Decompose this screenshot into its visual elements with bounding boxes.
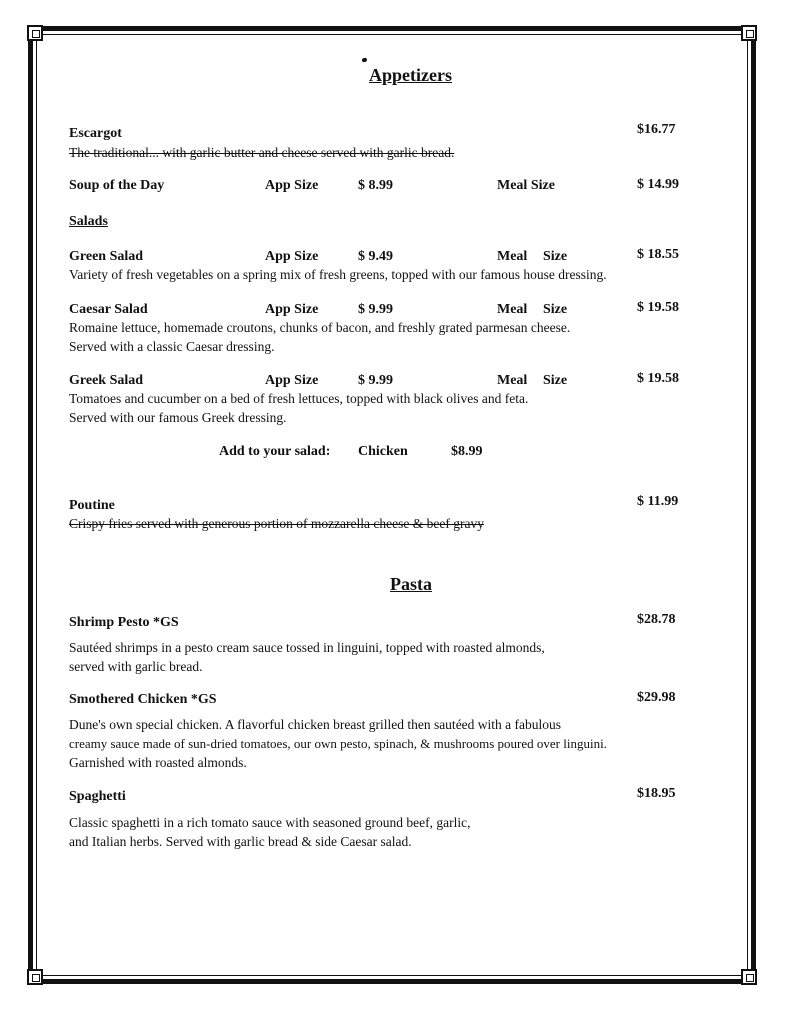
- greek-salad-description: [69, 389, 528, 427]
- green-salad-meal-label: Meal: [497, 249, 528, 264]
- greek-salad-meal-price: $ 19.58: [637, 371, 679, 386]
- caesar-salad-name: Caesar Salad: [69, 302, 148, 317]
- salad-addon-price: $8.99: [451, 444, 483, 459]
- smothered-chicken-name: Smothered Chicken *GS: [69, 692, 217, 707]
- caesar-salad-description-line-1: Romaine lettuce, homemade croutons, chunks of bacon, and freshly grated parmesan cheese.: [69, 320, 571, 335]
- caesar-salad-description: [69, 318, 570, 356]
- poutine-description: Crispy fries served with generous portion of mozzarella cheese & beef gravy: [69, 516, 484, 531]
- corner-ornament-top-right: [741, 25, 757, 41]
- smothered-chicken-price: $29.98: [637, 690, 676, 705]
- shrimp-pesto-name: Shrimp Pesto *GS: [69, 615, 179, 630]
- spaghetti-description-line-1: Classic spaghetti in a rich tomato sauce with seasoned ground beef, garlic,: [69, 815, 471, 830]
- spaghetti-description: [69, 813, 471, 851]
- green-salad-app-label: App Size: [265, 249, 319, 264]
- shrimp-pesto-description: [69, 638, 545, 676]
- green-salad-size-label: Size: [543, 249, 568, 264]
- smothered-chicken-description-line-2: creamy sauce made of sun-dried tomatoes, our own pesto, spinach, & mushrooms poured over linguini.: [69, 736, 607, 751]
- poutine-name: Poutine: [69, 498, 115, 513]
- escargot-price: $16.77: [637, 122, 676, 137]
- shrimp-pesto-description-line-1: Sautéed shrimps in a pesto cream sauce tossed in linguini, topped with roasted almonds,: [69, 640, 545, 655]
- spaghetti-name: Spaghetti: [69, 789, 126, 804]
- green-salad-app-price: $ 9.49: [358, 249, 393, 264]
- caesar-salad-meal-label: Meal: [497, 302, 528, 317]
- escargot-description: The traditional... with garlic butter and cheese served with garlic bread.: [69, 145, 455, 160]
- caesar-salad-app-label: App Size: [265, 302, 319, 317]
- green-salad-description: Variety of fresh vegetables on a spring mix of fresh greens, topped with our famous house dressing.: [69, 267, 607, 282]
- soup-meal-label: Meal Size: [497, 178, 555, 193]
- greek-salad-app-price: $ 9.99: [358, 373, 393, 388]
- salads-heading: Salads: [69, 214, 108, 229]
- soup-app-label: App Size: [265, 178, 319, 193]
- spaghetti-price: $18.95: [637, 786, 676, 801]
- green-salad-meal-price: $ 18.55: [637, 247, 679, 262]
- salad-addon-item: Chicken: [358, 444, 408, 459]
- smothered-chicken-description-line-3: Garnished with roasted almonds.: [69, 755, 247, 770]
- greek-salad-description-line-1: Tomatoes and cucumber on a bed of fresh lettuces, topped with black olives and feta.: [69, 391, 529, 406]
- soup-name: Soup of the Day: [69, 178, 165, 193]
- greek-salad-name: Greek Salad: [69, 373, 144, 388]
- escargot-name: Escargot: [69, 126, 122, 141]
- poutine-price: $ 11.99: [637, 494, 679, 509]
- greek-salad-size-label: Size: [543, 373, 568, 388]
- corner-ornament-bottom-right: [741, 969, 757, 985]
- shrimp-pesto-price: $28.78: [637, 612, 676, 627]
- appetizers-heading: Appetizers: [369, 65, 452, 85]
- greek-salad-app-label: App Size: [265, 373, 319, 388]
- caesar-salad-app-price: $ 9.99: [358, 302, 393, 317]
- caesar-salad-size-label: Size: [543, 302, 568, 317]
- smothered-chicken-description: [69, 715, 607, 772]
- spaghetti-description-line-2: and Italian herbs. Served with garlic bread & side Caesar salad.: [69, 834, 412, 849]
- salad-addon-label: Add to your salad:: [219, 444, 331, 459]
- corner-ornament-bottom-left: [27, 969, 43, 985]
- greek-salad-description-line-2: Served with our famous Greek dressing.: [69, 410, 287, 425]
- corner-ornament-top-left: [27, 25, 43, 41]
- green-salad-name: Green Salad: [69, 249, 144, 264]
- caesar-salad-meal-price: $ 19.58: [637, 300, 679, 315]
- soup-meal-price: $ 14.99: [637, 177, 679, 192]
- pasta-heading: Pasta: [390, 574, 432, 594]
- greek-salad-meal-label: Meal: [497, 373, 528, 388]
- caesar-salad-description-line-2: Served with a classic Caesar dressing.: [69, 339, 275, 354]
- shrimp-pesto-description-line-2: served with garlic bread.: [69, 659, 203, 674]
- smothered-chicken-description-line-1: Dune's own special chicken. A flavorful chicken breast grilled then sautéed with a fabulous: [69, 717, 562, 732]
- soup-app-price: $ 8.99: [358, 178, 393, 193]
